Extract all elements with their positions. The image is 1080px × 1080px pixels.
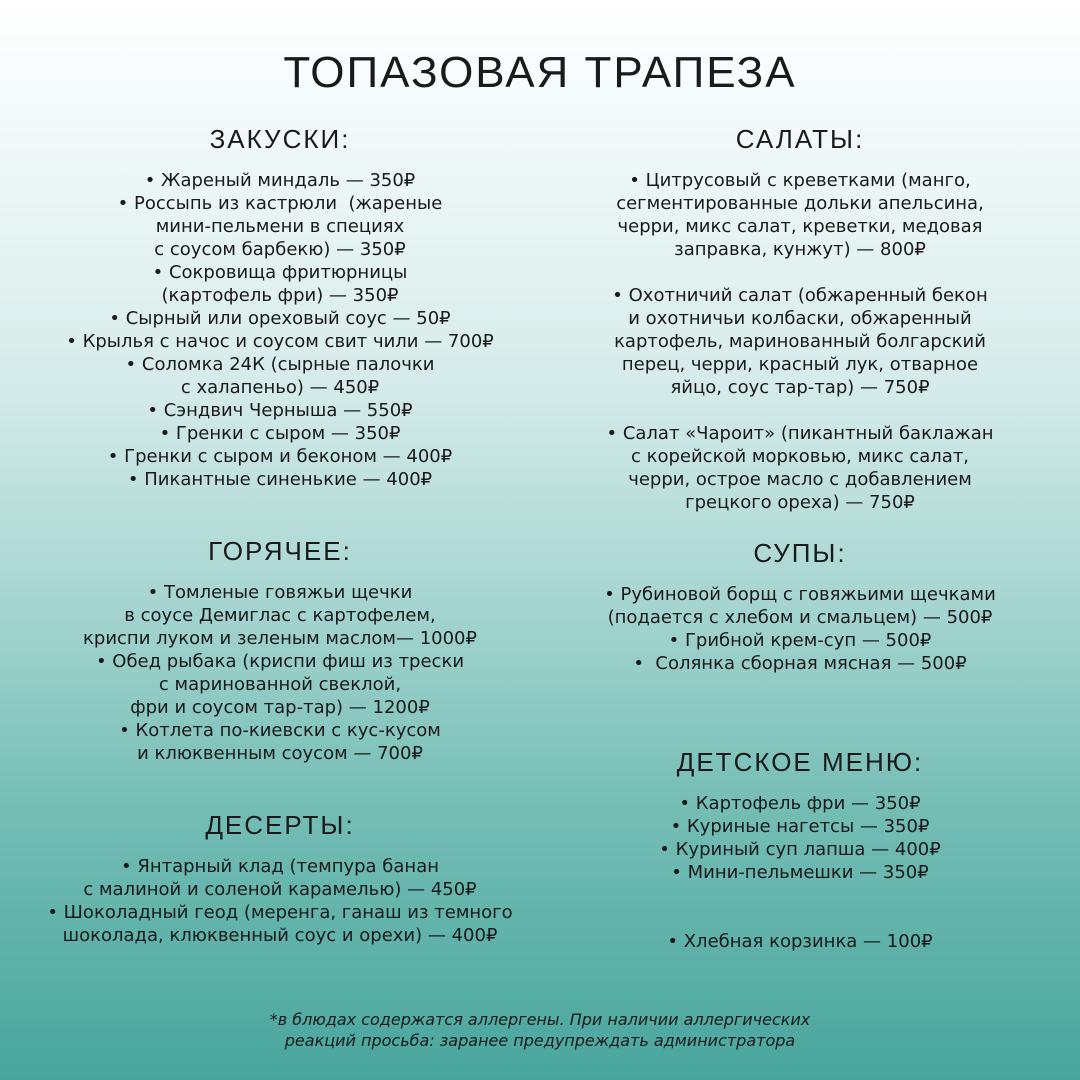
menu-item-line: • Солянка сборная мясная — 500₽ [633,653,967,674]
menu-item-line: • Цитрусовый с креветками (манго, [629,170,971,191]
allergen-note-line: реакций просьба: заранее предупреждать администратора [284,1031,796,1050]
section-heading: ДЕТСКОЕ МЕНЮ: [676,747,924,777]
menu-list [20,169,540,491]
menu-item-line: • Охотничий салат (обжаренный бекон [612,285,988,306]
menu-item-line: с малиной и соленой карамелью) — 450₽ [83,879,477,900]
section-heading: СУПЫ: [753,538,847,568]
menu-item-line: фри и соусом тар-тар) — 1200₽ [130,697,430,718]
section-heading: ДЕСЕРТЫ: [205,810,355,840]
menu-item-line: • Шоколадный геод (меренга, ганаш из темного [47,902,513,923]
menu-item-line: и охотничьи колбаски, обжаренный [628,308,972,329]
menu-item-line: (подается с хлебом и смальцем) — 500₽ [607,607,993,628]
menu-item-line: с соусом барбекю) — 350₽ [154,239,406,260]
menu-item-line: черри, острое масло с добавлением [628,469,972,490]
section-salaty [540,124,1060,514]
menu-item-line: • Крылья с начос и соусом свит чили — 700₽ [66,331,494,352]
allergen-note [0,1009,1080,1051]
menu-item-line: • Гренки с сыром — 350₽ [159,423,401,444]
menu-item-line: шоколада, клюквенный соус и орехи) — 400₽ [62,925,498,946]
menu-list [540,583,1060,675]
section-detskoe [540,747,1060,953]
section-heading: ЗАКУСКИ: [209,124,351,154]
section-zakuski [20,124,540,491]
menu-list [20,581,540,765]
section-goryachee [20,536,540,765]
menu-item-line: • Сэндвич Черныша — 550₽ [147,400,413,421]
menu-list [540,169,1060,514]
menu-item-line: • Мини-пельмешки — 350₽ [671,862,929,883]
menu-item-line: • Пикантные синенькие — 400₽ [127,469,433,490]
menu-item-line: • Салат «Чароит» (пикантный баклажан [606,423,994,444]
menu-item-line: и клюквенным соусом — 700₽ [137,743,423,764]
section-heading: ГОРЯЧЕЕ: [208,536,352,566]
menu-item-line: • Грибной крем-суп — 500₽ [668,630,932,651]
menu-item-line: • Жареный миндаль — 350₽ [144,170,416,191]
menu-item-line: черри, микс салат, креветки, медовая [617,216,983,237]
allergen-note-line: *в блюдах содержатся аллергены. При наличии аллергических [269,1010,811,1029]
menu-item-line: • Картофель фри — 350₽ [679,793,921,814]
menu-spacer [540,399,1060,422]
menu-item-line: сегментированные дольки апельсина, [616,193,984,214]
menu-item-line: заправка, кунжут) — 800₽ [674,239,926,260]
section-supy [540,538,1060,675]
menu-item-line: • Куриные нагетсы — 350₽ [670,816,930,837]
menu-spacer [540,907,1060,930]
menu-item-line: • Сырный или ореховый соус — 50₽ [109,308,451,329]
menu-item-line: мини-пельмени в специях [155,216,405,237]
menu-list [540,792,1060,953]
menu-item-line: яйцо, соус тар-тар) — 750₽ [670,377,930,398]
menu-item-line: криспи луком и зеленым маслом— 1000₽ [83,628,477,649]
menu-item-line: • Рубиновой борщ с говяжьими щечками [604,584,996,605]
menu-item-line: • Соломка 24К (сырные палочки [125,354,435,375]
menu-item-line: • Томленые говяжьи щечки [147,582,413,603]
menu-item-line: в соусе Демиглас с картофелем, [124,605,436,626]
menu-item-line: с халапеньо) — 450₽ [180,377,380,398]
menu-spacer [540,261,1060,284]
menu-item-line: с корейской морковью, микс салат, [630,446,970,467]
menu-item-line: картофель, маринованный болгарский [614,331,986,352]
menu-item-line: • Янтарный клад (темпура банан [121,856,439,877]
menu-item-line: с маринованной свеклой, [158,674,402,695]
menu-item-line: • Котлета по-киевски с кус-кусом [119,720,441,741]
section-deserty [20,810,540,947]
menu-item-line: • Гренки с сыром и беконом — 400₽ [107,446,453,467]
menu-item-line: • Обед рыбака (криспи фиш из трески [95,651,465,672]
menu-item-line: • Куриный суп лапша — 400₽ [659,839,941,860]
menu-list [20,855,540,947]
menu-item-line: грецкого ореха) — 750₽ [685,492,915,513]
menu-item-line: • Россыпь из кастрюли (жареные [117,193,443,214]
section-heading: САЛАТЫ: [735,124,865,154]
menu-item-line: (картофель фри) — 350₽ [161,285,399,306]
menu-item-line: • Хлебная корзинка — 100₽ [667,931,933,952]
menu-spacer [540,884,1060,907]
menu-item-line: • Сокровища фритюрницы [152,262,408,283]
page-title: ТОПАЗОВАЯ ТРАПЕЗА [283,48,797,97]
menu-item-line: перец, черри, красный лук, отварное [621,354,979,375]
